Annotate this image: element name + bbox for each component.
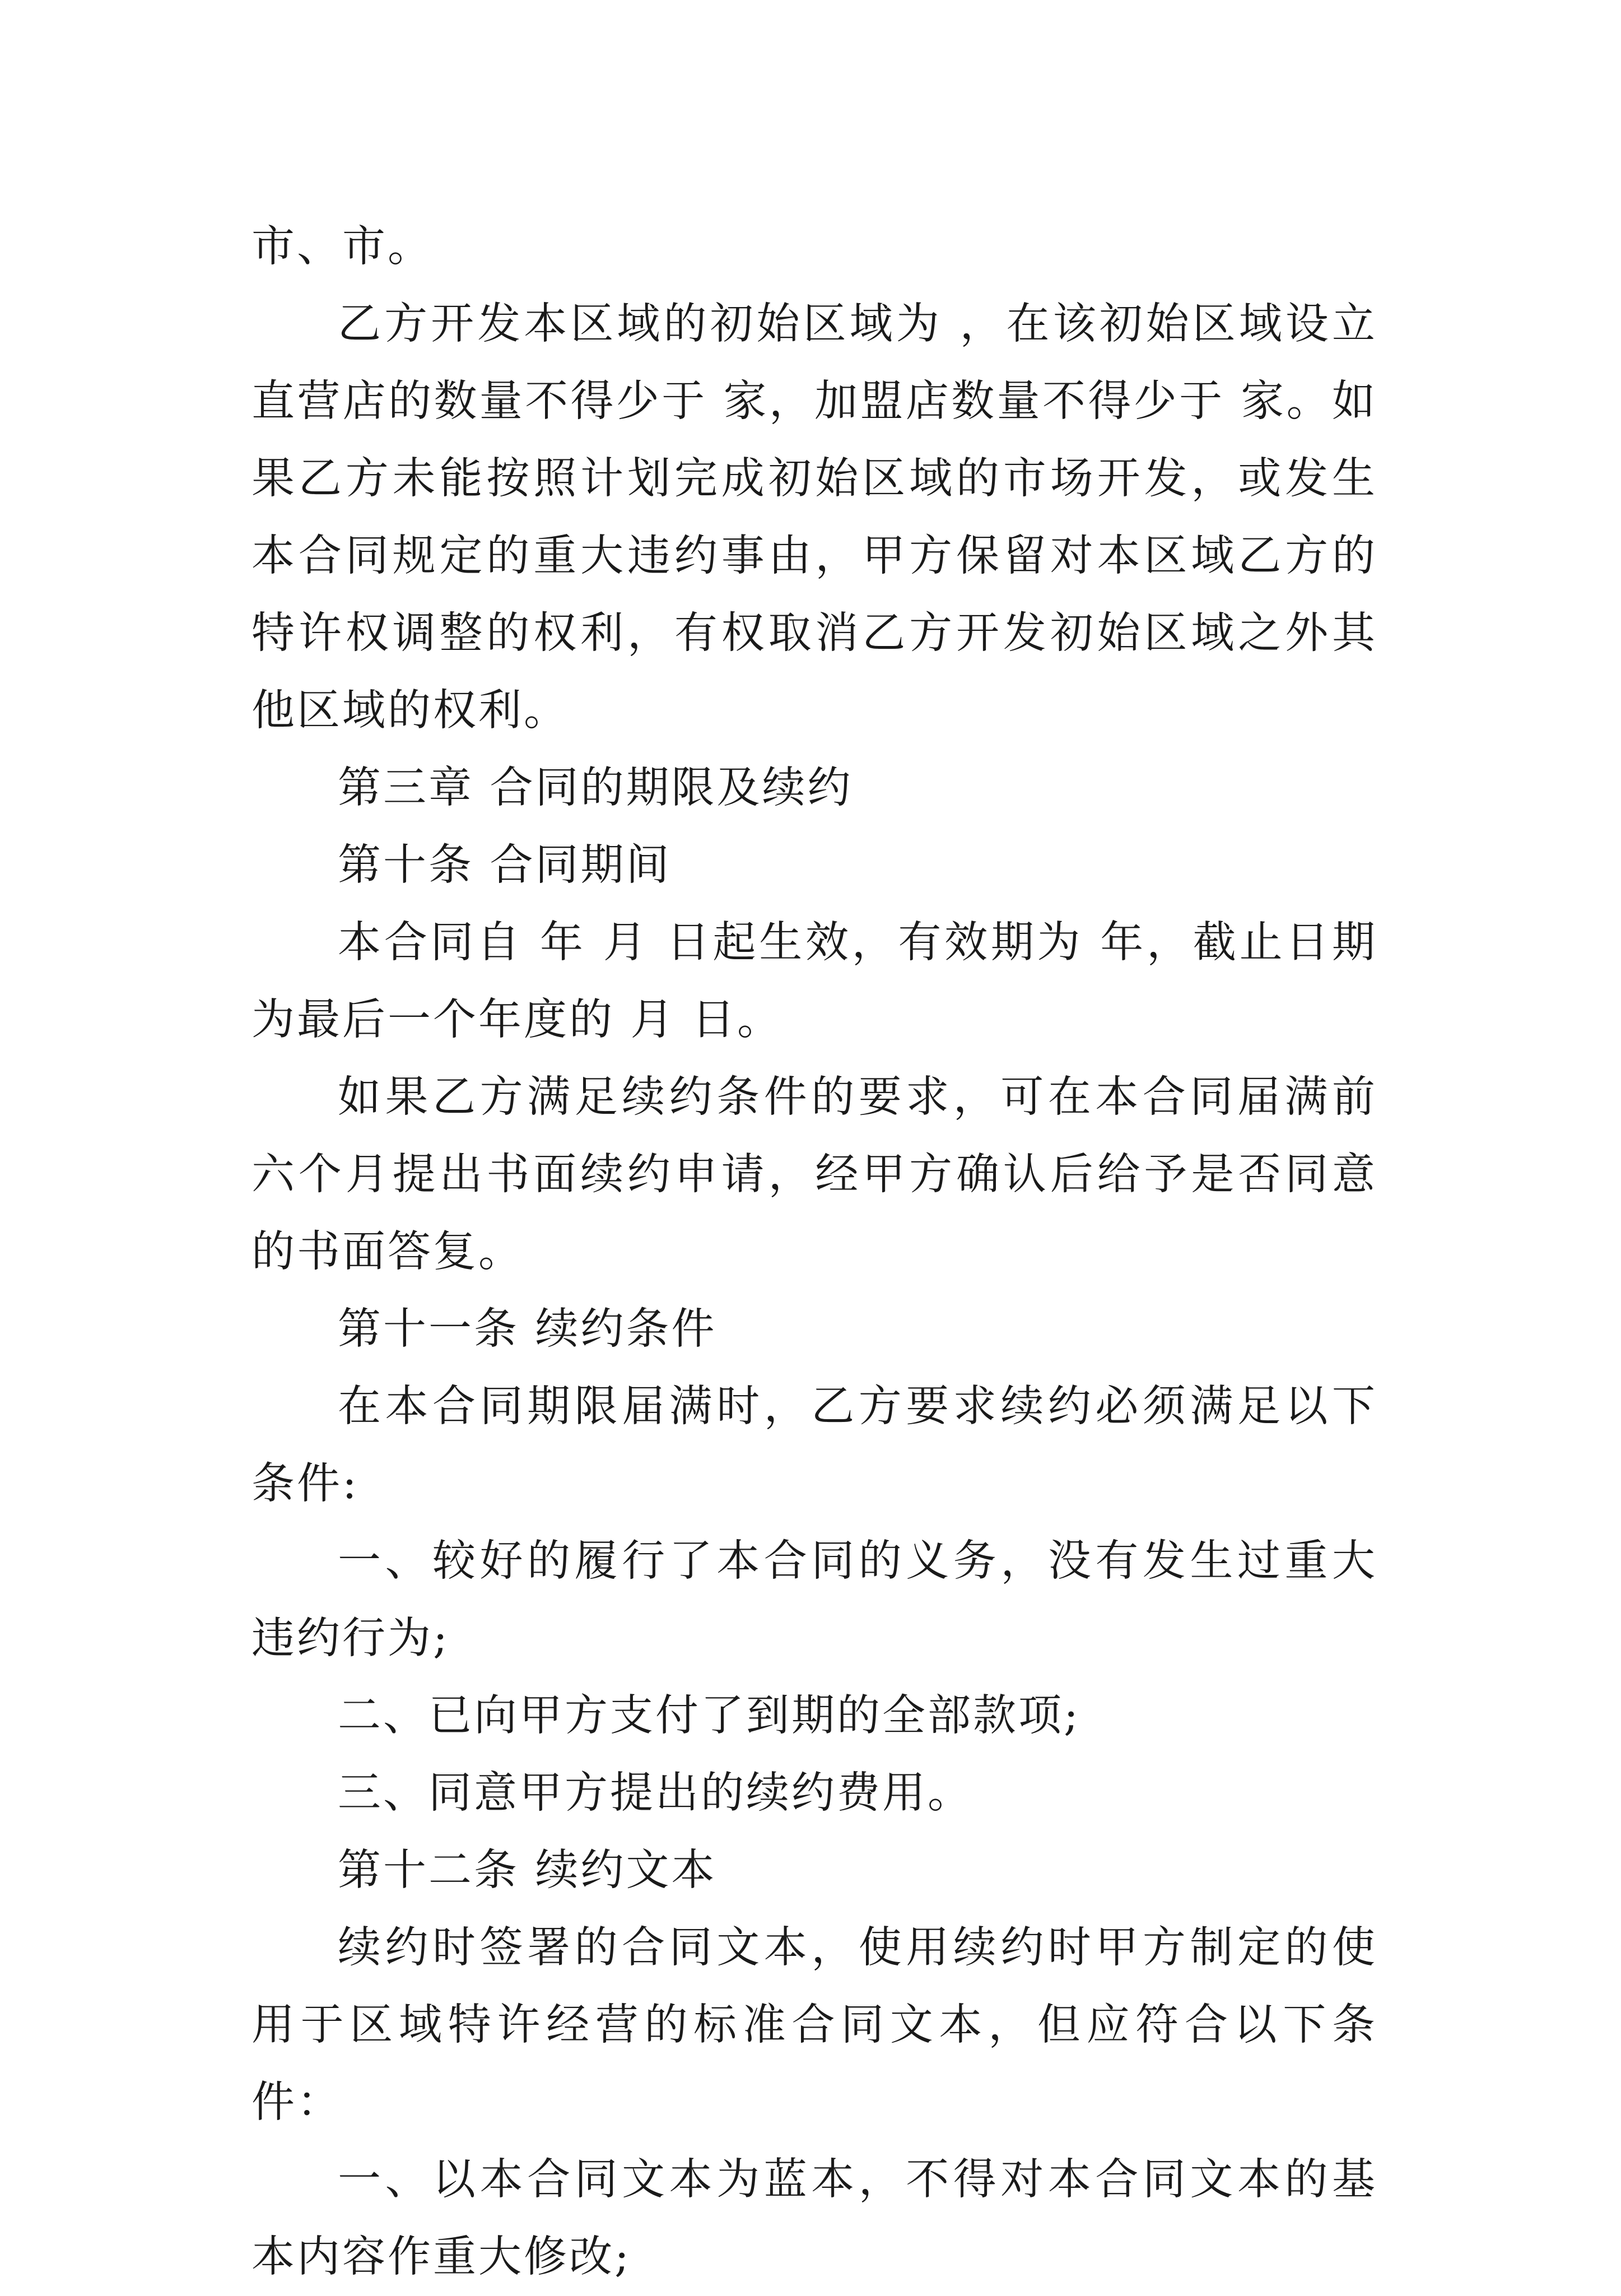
paragraph-renewal-conditions: 在本合同期限届满时，乙方要求续约必须满足以下条件: [251,1382,1377,1509]
list-item: 一、以本合同文本为蓝本，不得对本合同文本的基本内容作重大修改; [251,2155,1377,2282]
paragraph-renewal-application: 如果乙方满足续约条件的要求，可在本合同届满前六个月提出书面续约申请，经甲方确认后给予是否同意的书面答复。 [251,1072,1377,1277]
article-heading: 第十条 合同期间 [338,840,672,890]
paragraph-renewal-text: 续约时签署的合同文本，使用续约时甲方制定的使用于区域特许经营的标准合同文本，但应符合以下条件： [251,1923,1377,2127]
article-heading: 第十二条 续约文本 [338,1846,717,1895]
paragraph-cities: 市、市。 [251,222,433,272]
paragraph-term: 本合同自 年 月 日起生效，有效期为 年，截止日期为最后一个年度的 月 日。 [251,918,1377,1045]
list-item: 三、同意甲方提出的续约费用。 [338,1768,973,1818]
chapter-heading: 第三章 合同的期限及续约 [338,763,853,813]
article-heading: 第十一条 续约条件 [338,1304,717,1354]
list-item: 二、已向甲方支付了到期的全部款项; [338,1691,1080,1741]
list-item: 一、较好的履行了本合同的义务，没有发生过重大违约行为; [251,1536,1377,1663]
document-body [251,208,1377,2296]
paragraph-initial-region: 乙方开发本区域的初始区域为 ，在该初始区域设立直营店的数量不得少于 家，加盟店数量不得少于 家。如果乙方未能按照计划完成初始区域的市场开发，或发生本合同规定的重大违约事由，甲方保留对本区域乙方的特许权调整的权利，有权取消乙方开发初始区域之外其他区域的权利。 [251,299,1377,736]
